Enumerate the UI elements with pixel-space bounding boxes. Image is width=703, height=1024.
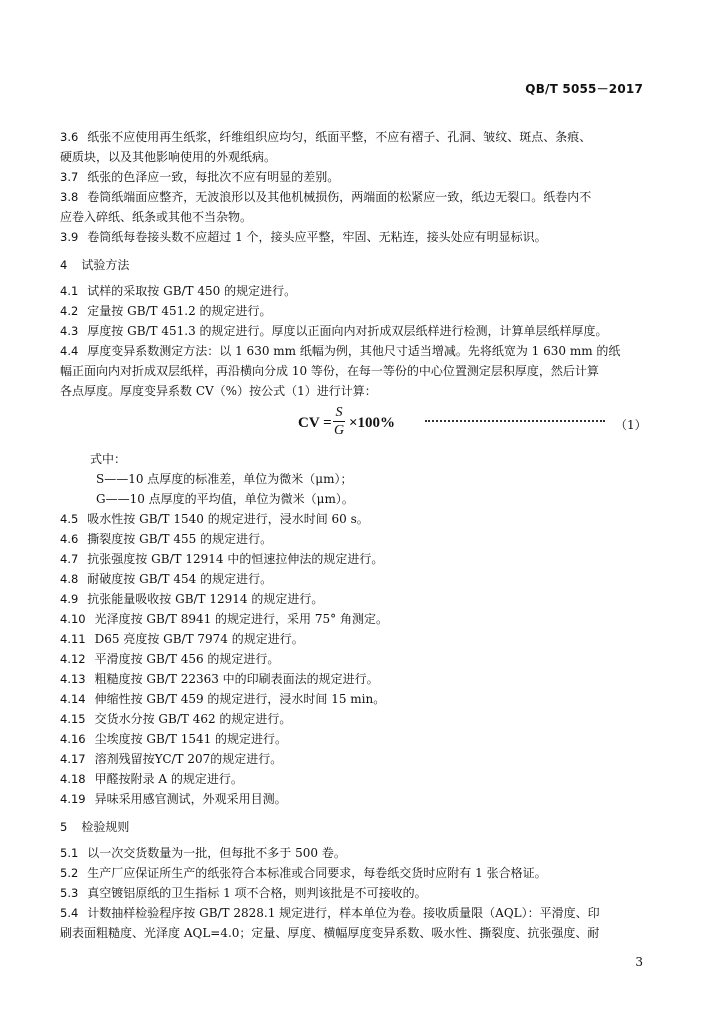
clause-number: 4.14 <box>60 692 86 706</box>
clause-text: 交货水分按 GB/T 462 的规定进行。 <box>94 712 292 726</box>
clause-number: 4.5 <box>60 512 79 526</box>
definition-s: S——10 点厚度的标准差，单位为微米（μm）； <box>96 472 353 486</box>
clause-text: D65 亮度按 GB/T 7974 的规定进行。 <box>94 632 304 646</box>
clause-item <box>60 789 646 809</box>
clause-5-4 <box>60 903 646 943</box>
clause-number: 3.9 <box>60 230 79 244</box>
clause-item <box>60 529 646 549</box>
formula-numerator: S <box>335 405 343 420</box>
section-title: 试验方法 <box>81 258 130 272</box>
formula-denominator: G <box>333 423 345 438</box>
clause-item <box>60 629 646 649</box>
clause-text: 卷筒纸每卷接头数不应超过 1 个，接头应平整，牢固、无粘连，接头处应有明显标识。 <box>87 230 547 244</box>
section-title: 检验规则 <box>81 820 130 834</box>
clause-number: 5.2 <box>60 866 79 880</box>
clause-text: 以一次交货数量为一批，但每批不多于 500 卷。 <box>87 846 346 860</box>
content <box>60 127 646 943</box>
clause-number: 3.7 <box>60 170 79 184</box>
clause-item <box>60 769 646 789</box>
clause-number: 4.9 <box>60 592 79 606</box>
clause-number: 5.3 <box>60 886 79 900</box>
clause-4-3 <box>60 321 646 341</box>
clause-text: 试样的采取按 GB/T 450 的规定进行。 <box>87 284 297 298</box>
clause-text: 生产厂应保证所生产的纸张符合本标准或合同要求，每卷纸交货时应附有 1 张合格证。 <box>87 866 547 880</box>
formula-leader-dots <box>425 420 605 422</box>
clause-number: 4.13 <box>60 672 86 686</box>
clause-item <box>60 589 646 609</box>
clause-4-4 <box>60 341 646 401</box>
clause-text: 卷筒纸端面应整齐，无波浪形以及其他机械损伤，两端面的松紧应一致，纸边无裂口。纸卷内不 <box>87 190 592 204</box>
clause-number: 4.10 <box>60 612 86 626</box>
clause-text: 抗张能量吸收按 GB/T 12914 的规定进行。 <box>87 592 324 606</box>
clause-3-6 <box>60 127 646 167</box>
clause-number: 4.16 <box>60 732 86 746</box>
clause-item <box>60 509 646 529</box>
clause-number: 4.11 <box>60 632 86 646</box>
clause-item <box>60 669 646 689</box>
clause-number: 4.1 <box>60 284 79 298</box>
clause-4-1 <box>60 281 646 301</box>
clause-text: 耐破度按 GB/T 454 的规定进行。 <box>87 572 273 586</box>
clauses-4-5-to-4-19 <box>60 509 646 809</box>
clause-4-2 <box>60 301 646 321</box>
clause-number: 4.6 <box>60 532 79 546</box>
clause-number: 4.12 <box>60 652 86 666</box>
where-label: 式中： <box>90 452 127 466</box>
clause-continuation: 刷表面粗糙度、光泽度 AQL=4.0；定量、厚度、横幅厚度变异系数、吸水性、撕裂度、抗张强度、耐 <box>60 926 600 940</box>
clause-text: 抗张强度按 GB/T 12914 中的恒速拉伸法的规定进行。 <box>87 552 384 566</box>
section-heading-4 <box>60 255 646 275</box>
clause-number: 4.8 <box>60 572 79 586</box>
clause-number: 4.2 <box>60 304 79 318</box>
section-number: 5 <box>60 820 68 834</box>
clause-text: 伸缩性按 GB/T 459 的规定进行，浸水时间 15 min。 <box>94 692 386 706</box>
standard-number: QB/T 5055－2017 <box>525 82 643 96</box>
clause-number: 4.4 <box>60 344 79 358</box>
clause-5-1 <box>60 843 646 863</box>
formula-rest: ×100% <box>349 415 396 431</box>
clause-text: 尘埃度按 GB/T 1541 的规定进行。 <box>94 732 288 746</box>
clause-text: 光泽度按 GB/T 8941 的规定进行，采用 75° 角测定。 <box>94 612 388 626</box>
clause-number: 4.7 <box>60 552 79 566</box>
clause-item <box>60 689 646 709</box>
clause-text: 纸张不应使用再生纸浆，纤维组织应均匀，纸面平整，不应有褶子、孔洞、皱纹、斑点、条痕、 <box>87 130 592 144</box>
clause-text: 计数抽样检验程序按 GB/T 2828.1 规定进行，样本单位为卷。接收质量限（AQL）：平滑度、印 <box>87 906 600 920</box>
clause-continuation: 应卷入碎纸、纸条或其他不当杂物。 <box>60 210 253 224</box>
clause-5-2 <box>60 863 646 883</box>
clause-text: 粗糙度按 GB/T 22363 中的印刷表面法的规定进行。 <box>94 672 379 686</box>
clause-item <box>60 649 646 669</box>
clause-text: 溶剂残留按YC/T 207的规定进行。 <box>94 752 283 766</box>
clause-continuation: 幅正面向内对折成双层纸样，再沿横向分成 10 等份，在每一等份的中心位置测定层积厚度，然后计算 <box>60 364 599 378</box>
clause-text: 厚度变异系数测定方法：以 1 630 mm 纸幅为例，其他尺寸适当增减。先将纸宽为 1 630 mm 的纸 <box>87 344 621 358</box>
clause-item <box>60 709 646 729</box>
formula-number: （1） <box>615 418 647 432</box>
clause-continuation: 硬质块，以及其他影响使用的外观纸病。 <box>60 150 277 164</box>
clause-number: 4.19 <box>60 792 86 806</box>
clause-number: 5.1 <box>60 846 79 860</box>
clause-text: 真空镀铝原纸的卫生指标 1 项不合格，则判该批是不可接收的。 <box>87 886 427 900</box>
clause-text: 纸张的色泽应一致，每批次不应有明显的差别。 <box>87 170 340 184</box>
clause-number: 4.18 <box>60 772 86 786</box>
clause-continuation: 各点厚度。厚度变异系数 CV（%）按公式（1）进行计算： <box>60 384 377 398</box>
clause-item <box>60 569 646 589</box>
clause-text: 异味采用感官测试，外观采用目测。 <box>94 792 287 806</box>
clause-text: 厚度按 GB/T 451.3 的规定进行。厚度以正面向内对折成双层纸样进行检测，计算单层纸样厚度。 <box>87 324 608 338</box>
clause-item <box>60 549 646 569</box>
clause-text: 平滑度按 GB/T 456 的规定进行。 <box>94 652 280 666</box>
section-number: 4 <box>60 258 68 272</box>
page-number: 3 <box>635 955 643 969</box>
clause-number: 4.3 <box>60 324 79 338</box>
formula-fraction <box>332 404 346 440</box>
definition-g: G——10 点厚度的平均值，单位为微米（μm）。 <box>96 492 354 506</box>
clause-number: 4.15 <box>60 712 86 726</box>
clause-item <box>60 749 646 769</box>
formula-lhs: CV = <box>298 415 332 431</box>
clause-3-9 <box>60 227 646 247</box>
clause-text: 吸水性按 GB/T 1540 的规定进行，浸水时间 60 s。 <box>87 512 369 526</box>
formula-cv <box>60 403 646 447</box>
clause-text: 定量按 GB/T 451.2 的规定进行。 <box>87 304 272 318</box>
clause-item <box>60 729 646 749</box>
clause-number: 5.4 <box>60 906 79 920</box>
section-heading-5 <box>60 817 646 837</box>
clause-text: 甲醛按附录 A 的规定进行。 <box>94 772 243 786</box>
clause-5-3 <box>60 883 646 903</box>
clause-number: 3.8 <box>60 190 79 204</box>
clause-text: 撕裂度按 GB/T 455 的规定进行。 <box>87 532 273 546</box>
clause-3-7 <box>60 167 646 187</box>
clause-number: 4.17 <box>60 752 86 766</box>
clause-item <box>60 609 646 629</box>
clause-3-8 <box>60 187 646 227</box>
clause-number: 3.6 <box>60 130 79 144</box>
